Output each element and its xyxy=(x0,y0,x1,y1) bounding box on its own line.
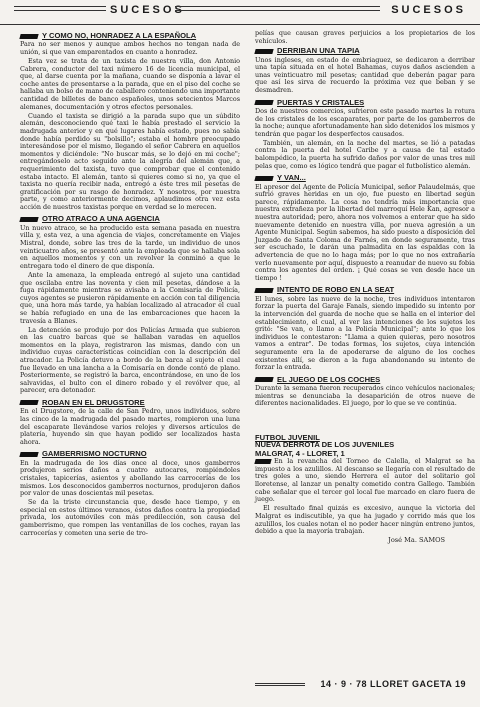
article-lead: Para no ser menos y aunque ambos hechos no tengan nada de unión, si que van emparentados en cuanto a honradez. xyxy=(20,40,240,56)
article-lead: En el Drugstore, de la calle de San Pedro, unos individuos, sobre las cinco de la madrugada del pasado martes, rompieron una luna del escaparate llevándose varios relojes y diversos artículos de platería, huyendo sin que hayan podido ser localizados hasta ahora. xyxy=(20,407,240,446)
article-tapia xyxy=(255,47,475,94)
article-lead: En la madrugada de los días once al doce, unos gamberros produjeron serios daños a cuatro autocares, rompiéndoles cristales, tapicerías, asientos y abollando las carrocerías de los mismos. Los desconocidos gamberros nocturnos, produjeron daños por valor de unas doscientas mil pesetas. xyxy=(20,458,240,498)
header-section-left: SUCESOS xyxy=(110,4,185,16)
article-title: ROBAN EN EL DRUGSTORE xyxy=(42,397,145,407)
article-paragraph: Esta vez se trata de un taxista de nuestra villa, don Antonio Cabrera, conductor del taxi número 16 de licencia municipal, el que, al darse cuenta por la mañana, cuando se disponía a lavar el coche antes de presentarse a la parada, que en el piso del coche se hallaba un bolso de mano de caballero conteniendo una importante cantidad de billetes de banco españoles, unos setecientos Marcos alemanes, documentación y otros efectos personales. xyxy=(20,57,240,111)
article-headline: NUEVA DERROTA DE LOS JUVENILES xyxy=(255,440,395,450)
article-drugstore xyxy=(20,399,240,446)
article-y-van xyxy=(255,174,475,282)
left-column xyxy=(20,30,240,541)
article-lead: El lunes, sobre las nueve de la noche, tres individuos intentaron forzar la puerta del Garaje Fanals, siendo impedido su intento por la intervención del guarda de noche que se halla en el interior del establecimiento, el cual, al ver las intenciones de los sujetos les gritó: "Se van, o llamo a la Policía Municipal"; ante lo que los individuos le contestaron: "Llama a quien quieras, pero nosotros vamos a entrar". De todas formas, los sujetos, cuya intención seguramente era la de apoderarse de alguno de los coches existentes allí, se dieron a la fuga abandonando su intento de forzar la entrada. xyxy=(255,294,475,372)
article-title: PUERTAS Y CRISTALES xyxy=(277,97,365,107)
header-section-right: SUCESOS xyxy=(391,4,466,16)
article-lead: En la revancha del Torneo de Calella, el Malgrat se ha impuesto a los azulillos. Al descanso se llegaría con el resultado de tres goles a uno, siendo Herrera el autor del solitario gol lloretense, al lanzar un penalty cometido contra Gallego. También cabe señalar que el tercer gol local fue marcado en claro fuera de juego. xyxy=(255,457,475,504)
bullet-bar-icon xyxy=(19,217,38,222)
article-title: EL JUEGO DE LOS COCHES xyxy=(277,374,381,384)
bullet-bar-icon xyxy=(254,459,271,464)
bullet-bar-icon xyxy=(254,176,273,181)
article-lead: El apresor del Agente de Policía Municipal, señor Palaudelmás, que sufrió graves heridas en un ojo, fue puesto en libertad según parece, rápidamente. La cosa no tendría más importancia que nuestra extrañeza por la libertad del marroquí Hele Kan, agresor a nuestra autoridad; pero, ahora nos volvemos a enterar que ha sido nuevamente detenido en nuestra villa, por nueva agresión a un Agente Municipal. Según sabemos, ha sido puesto a disposición del Juzgado de Santa Coloma de Farnés, en donde seguramente, tras ser escuchado, le darán una palmadita en las espaldas con la advertencia de que no lo haga más; por lo que no nos extrañaría verlo nuevamente por aquí, dispuesto a reanudar de nuevo su fobia contra los agentes del orden. ¡ Qué cosas se ven desde hace un tiempo ! xyxy=(255,182,475,282)
article-title: INTENTO DE ROBO EN LA SEAT xyxy=(277,285,395,295)
page-header xyxy=(0,0,480,25)
article-lead: Dos de nuestros comercios, sufrieron este pasado martes la rotura de los cristales de los escaparates, por parte de los gamberros de la noche; aunque afortunadamente han sido detenidos los mismos y tendrán que pagar los desperfectos causados. xyxy=(255,106,475,138)
article-lead: Unos ingleses, en estado de embriaguez, se dedicaron a derribar una tapia situada en el hotel Bahamas, cuyos daños ascienden a unas veinticuatro mil pesetas; cantidad que deberán pagar para que así les sirva de recuerdo la próxima vez que beban y se desmadren. xyxy=(255,55,475,94)
article-robo-seat xyxy=(255,286,475,371)
article-lead: Durante la semana fueron recuperados cinco vehículos nacionales; mientras se denunciaba la desaparición de otros nueve de diferentes nacionalidades. El juego, por lo que se ve continúa. xyxy=(255,384,475,408)
header-rule-middle xyxy=(175,6,380,11)
article-lead: Un nuevo atraco, se ha producido esta semana pasada en nuestra villa y, esta vez, a una agencia de viajes, concretamente en Viajes Mistral, donde, sobre las tres de la tarde, un individuo de unos veinticuatro años, se presentó ante la empleada que se hallaba sola en aquellos momentos y con un revolver la conminó a que le entregara todo el dinero de que disponía. xyxy=(20,223,240,270)
article-paragraph: También, un alemán, en la noche del martes, se lió a patadas contra la puerta del hotel Caribe y a causa de tal estado balompédico, la puerta ha sufrido daños por valor de unas tres mil pelas que, como es lógico tendrá que pagar el futbolístico alemán. xyxy=(255,138,475,170)
right-column xyxy=(255,30,475,549)
bullet-bar-icon xyxy=(254,288,273,293)
article-kicker: FUTBOL JUVENIL xyxy=(255,432,320,442)
article-atraco xyxy=(20,215,240,394)
article-paragraph: El resultado final quizás es excesivo, aunque la victoria del Malgrat es indiscutible, ya que ha jugado y corrido más que los azulillos, los cuales notan el no poder hacer ningún entreno juntos, debido a que la mayoría trabajan. xyxy=(255,504,475,536)
author-signature: José Ma. SAMOS xyxy=(388,536,445,545)
article-title: Y VAN... xyxy=(277,173,306,183)
header-rule-left xyxy=(14,6,106,11)
article-title: DERRIBAN UNA TAPIA xyxy=(277,46,360,56)
article-title: OTRO ATRACO A UNA AGENCIA xyxy=(42,214,160,224)
bullet-bar-icon xyxy=(19,452,38,457)
footer-rule xyxy=(255,683,305,686)
article-juego-coches xyxy=(255,376,475,408)
page-footer: 14 · 9 · 78 LLORET GACETA 19 xyxy=(320,679,466,689)
bullet-bar-icon xyxy=(254,377,273,382)
bullet-bar-icon xyxy=(19,34,38,39)
article-paragraph: Cuando el taxista se dirigió a la parada supo que un súbdito alemán, desconociendo qué taxi le había prestado el servicio la madrugada anterior y en qué lugares había estado, pues no sabía donde había perdido su "bolsillo"; estaba el hombre preocupado interesándose por el mismo, llegando el señor Cabrera en aquellos momentos y diciéndole: "No buscar más, se lo dejó en mi coche"; entregándoselo acto seguido ante la alegría del alemán que, a requerimiento del taxista, tuvo que comprobar que el contenido estaba intacto. El alemán, tanto si quieres como si no, ya que el taxista no quería recibir nada, entregó a éste tres mil pesetas de gratificación por su rasgo de honradez. Y nosotros, por nuestra parte, y como anteriormente decimos, aplaudimos otra vez esta acción de nuestros taxistas porque en verdad se lo merecen. xyxy=(20,111,240,211)
article-futbol-juvenil xyxy=(255,434,475,545)
article-paragraph: La detención se produjo por dos Policías Armada que subieron en las cuatro barcas que se hallaban varadas en aquellos momentos en la playa, registraron las mismas, dando con un individuo cuyas características coincidían con la descripción del atracador. La Policía detuvo a bordo de la barca al sujeto el cual fue llevado en una lancha a la Comisaría en donde contó de plano. Posteriormente, se registró la barca, encontrándose, en uno de los salvavidas, el bulto con el dinero robado y el revólver que, al parecer, era detonador. xyxy=(20,325,240,395)
article-gamberrismo xyxy=(20,450,240,537)
article-title: GAMBERRISMO NOCTURNO xyxy=(42,449,147,459)
match-score: MALGRAT, 4 - LLORET, 1 xyxy=(255,448,345,458)
article-honradez xyxy=(20,32,240,211)
article-paragraph: Ante la amenaza, la empleada entregó al sujeto una cantidad que oscilaba entre las noventa y cien mil pesetas, dándose a la fuga rápidamente mientras se avisaba a la Comisaría de Policía, cuyos agentes se pusieron rápidamente en acción con tal diligencia que, una hora más tarde, ya habían localizado al atracador el cual se había refugiado en una de las embarcaciones que hacen la travesía a Blanes. xyxy=(20,270,240,325)
continued-text: pelías que causan graves perjuicios a los propietarios de los vehículos. xyxy=(255,29,475,45)
article-cristales xyxy=(255,99,475,171)
bullet-bar-icon xyxy=(254,100,273,105)
article-paragraph: Se da la triste circunstancia que, desde hace tiempo, y en especial en estos últimos veranos, éstos daños contra la propiedad privada, los automóviles con más predilección, son causa del gamberrismo, que rompen las ventanillas de los coches, rayan las carrocerías y cometen una serie de tro- xyxy=(20,498,240,537)
article-title: Y COMO NO, HONRADEZ A LA ESPAÑOLA xyxy=(42,31,197,40)
bullet-bar-icon xyxy=(19,400,38,405)
bullet-bar-icon xyxy=(254,49,273,54)
